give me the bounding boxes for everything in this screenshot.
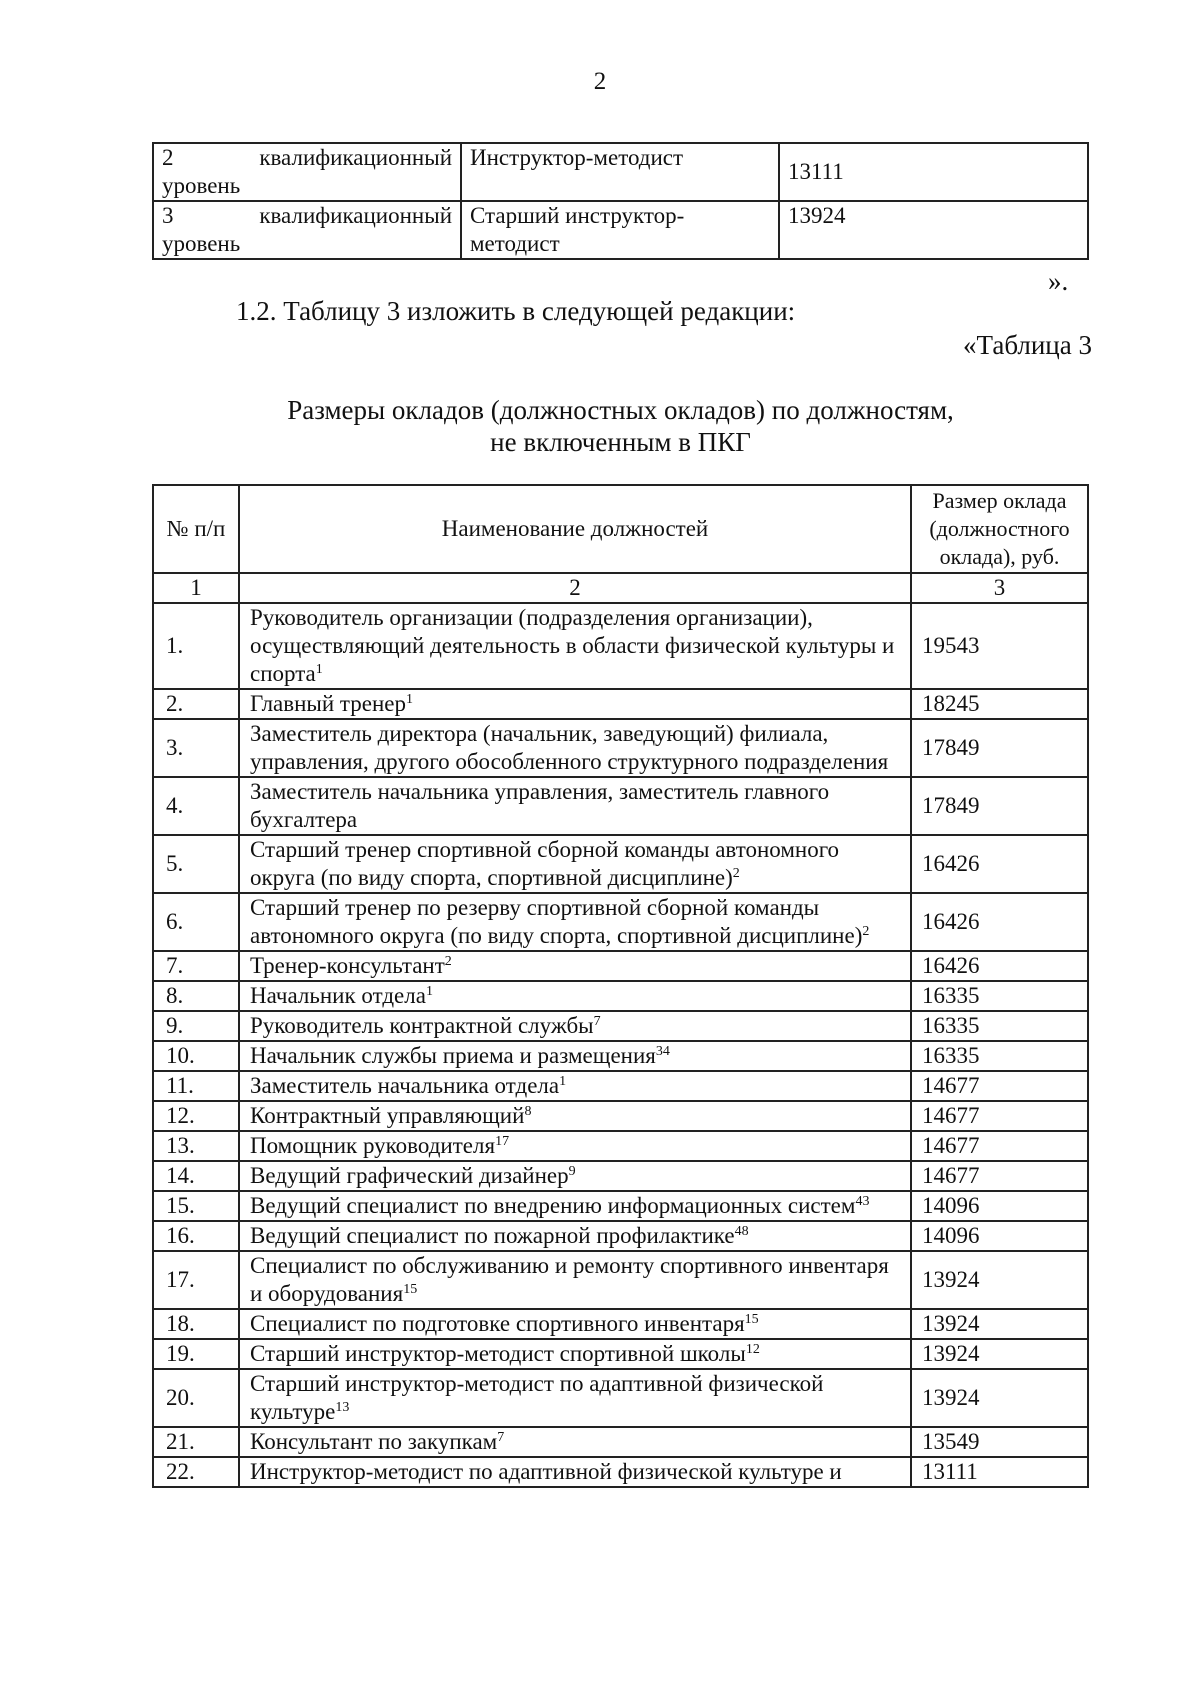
table-row <box>153 1369 1088 1427</box>
salary-value: 14096 <box>911 1221 1088 1251</box>
position-name-text: Старший инструктор-методист по адаптивной физической культуре <box>250 1371 824 1424</box>
table-row <box>153 1457 1088 1487</box>
position-name-text: Старший тренер спортивной сборной команды автономного округа (по виду спорта, спортивной дисциплине) <box>250 837 840 890</box>
table-row <box>153 1309 1088 1339</box>
table-row <box>153 1339 1088 1369</box>
table-row <box>153 1101 1088 1131</box>
position-name <box>239 1457 911 1487</box>
table-label: «Таблица 3 <box>963 330 1092 360</box>
position-name <box>239 1427 911 1457</box>
table-caption <box>152 394 1089 458</box>
row-number: 6. <box>153 893 239 951</box>
footnote-ref: 2 <box>862 924 870 939</box>
footnote-ref: 2 <box>444 954 452 969</box>
row-number: 10. <box>153 1041 239 1071</box>
position-name <box>239 835 911 893</box>
position-name-text: Руководитель контрактной службы <box>250 1013 594 1038</box>
table-row <box>153 689 1088 719</box>
caption-line: Размеры окладов (должностных окладов) по должностям, <box>287 395 954 425</box>
position-name-text: Консультант по закупкам <box>250 1429 498 1454</box>
footnote-ref: 17 <box>495 1134 510 1149</box>
footnote-ref: 1 <box>406 692 413 707</box>
position-name <box>239 1339 911 1369</box>
salary-value: 13924 <box>911 1309 1088 1339</box>
position-name <box>239 777 911 835</box>
salary-value: 16426 <box>911 893 1088 951</box>
salary-cell: 13111 <box>779 143 1088 201</box>
footnote-ref: 48 <box>734 1224 749 1239</box>
salary-value: 13549 <box>911 1427 1088 1457</box>
amendment-paragraph: 1.2. Таблицу 3 изложить в следующей редакции: <box>236 296 796 326</box>
position-name <box>239 1309 911 1339</box>
salary-value: 14677 <box>911 1161 1088 1191</box>
salary-value: 13924 <box>911 1369 1088 1427</box>
row-number: 7. <box>153 951 239 981</box>
row-number: 15. <box>153 1191 239 1221</box>
position-name <box>239 1131 911 1161</box>
row-number: 8. <box>153 981 239 1011</box>
table-row <box>153 893 1088 951</box>
salary-value: 14677 <box>911 1071 1088 1101</box>
row-number: 3. <box>153 719 239 777</box>
position-name-text: Заместитель начальника управления, заместитель главного бухгалтера <box>250 779 830 832</box>
row-number: 16. <box>153 1221 239 1251</box>
row-number: 17. <box>153 1251 239 1309</box>
row-number: 1. <box>153 603 239 689</box>
footnote-ref: 15 <box>744 1312 759 1327</box>
footnote-ref: 34 <box>655 1044 670 1059</box>
position-name <box>239 1071 911 1101</box>
position-name-text: Заместитель начальника отдела <box>250 1073 560 1098</box>
header-name: Наименование должностей <box>239 485 911 573</box>
position-cell: Инструктор-методист <box>461 143 779 201</box>
position-name-text: Инструктор-методист по адаптивной физической культуре и <box>250 1459 842 1484</box>
salary-value: 14677 <box>911 1131 1088 1161</box>
position-name <box>239 1041 911 1071</box>
table-row <box>153 835 1088 893</box>
caption-line: не включенным в ПКГ <box>490 427 751 457</box>
row-number: 5. <box>153 835 239 893</box>
row-number: 13. <box>153 1131 239 1161</box>
row-number: 2. <box>153 689 239 719</box>
position-name-text: Специалист по подготовке спортивного инвентаря <box>250 1311 745 1336</box>
header-num: № п/п <box>153 485 239 573</box>
position-cell: Старший инструктор-методист <box>461 201 779 259</box>
column-number-row <box>153 573 1088 603</box>
row-number: 21. <box>153 1427 239 1457</box>
salary-value: 14096 <box>911 1191 1088 1221</box>
table-row <box>153 1251 1088 1309</box>
table-row <box>153 1011 1088 1041</box>
footnote-ref: 9 <box>568 1164 576 1179</box>
position-name-text: Старший инструктор-методист спортивной школы <box>250 1341 746 1366</box>
salary-value: 18245 <box>911 689 1088 719</box>
row-number: 18. <box>153 1309 239 1339</box>
table-row <box>153 1427 1088 1457</box>
position-name <box>239 1191 911 1221</box>
footnote-ref: 1 <box>425 984 433 999</box>
table-row <box>153 1221 1088 1251</box>
footnote-ref: 13 <box>335 1400 350 1415</box>
footnote-ref: 7 <box>593 1014 601 1029</box>
column-number: 3 <box>911 573 1088 603</box>
row-number: 20. <box>153 1369 239 1427</box>
position-name-text: Специалист по обслуживанию и ремонту спортивного инвентаря и оборудования <box>250 1253 889 1306</box>
position-name-text: Начальник службы приема и размещения <box>250 1043 656 1068</box>
row-number: 9. <box>153 1011 239 1041</box>
position-name-text: Ведущий графический дизайнер <box>250 1163 569 1188</box>
table-row <box>153 1131 1088 1161</box>
position-name-text: Начальник отдела <box>250 983 426 1008</box>
row-number: 14. <box>153 1161 239 1191</box>
salary-value: 17849 <box>911 777 1088 835</box>
row-number: 12. <box>153 1101 239 1131</box>
table-row <box>153 1071 1088 1101</box>
level-unit: уровень <box>162 231 241 256</box>
position-name-text: Главный тренер <box>250 691 406 716</box>
footnote-ref: 43 <box>855 1194 870 1209</box>
position-name <box>239 1011 911 1041</box>
salary-value: 13111 <box>911 1457 1088 1487</box>
header-salary: Размер оклада (должностного оклада), руб. <box>911 485 1088 573</box>
salary-value: 16335 <box>911 1041 1088 1071</box>
salary-value: 16426 <box>911 835 1088 893</box>
table-row <box>153 951 1088 981</box>
level-cell <box>153 201 461 259</box>
position-name <box>239 893 911 951</box>
row-number: 19. <box>153 1339 239 1369</box>
salary-value: 13924 <box>911 1251 1088 1309</box>
footnote-ref: 2 <box>732 866 740 881</box>
position-name-text: Помощник руководителя <box>250 1133 496 1158</box>
table-row <box>153 143 1088 201</box>
row-number: 22. <box>153 1457 239 1487</box>
table-row <box>153 719 1088 777</box>
position-name-text: Руководитель организации (подразделения организации), осуществляющий деятельность в области физической культуры и спорта <box>250 605 895 686</box>
table-row <box>153 981 1088 1011</box>
position-name <box>239 1251 911 1309</box>
closing-quote: ». <box>1048 266 1069 296</box>
level-label: 2 квалификационный <box>162 145 452 170</box>
row-number: 11. <box>153 1071 239 1101</box>
table-row <box>153 1161 1088 1191</box>
salary-value: 17849 <box>911 719 1088 777</box>
position-name-text: Ведущий специалист по пожарной профилактике <box>250 1223 735 1248</box>
table-header-row <box>153 485 1088 573</box>
level-label: 3 квалификационный <box>162 203 452 228</box>
footnote-ref: 12 <box>745 1342 760 1357</box>
salary-value: 19543 <box>911 603 1088 689</box>
position-name-text: Тренер-консультант <box>250 953 445 978</box>
position-name <box>239 1101 911 1131</box>
salary-value: 16335 <box>911 1011 1088 1041</box>
table-row <box>153 603 1088 689</box>
column-number: 1 <box>153 573 239 603</box>
position-name-text: Контрактный управляющий <box>250 1103 525 1128</box>
position-name <box>239 719 911 777</box>
position-name-text: Ведущий специалист по внедрению информационных систем <box>250 1193 856 1218</box>
position-name <box>239 1161 911 1191</box>
table-row <box>153 201 1088 259</box>
position-name <box>239 689 911 719</box>
table-body <box>153 603 1088 1487</box>
row-number: 4. <box>153 777 239 835</box>
position-name-text: Старший тренер по резерву спортивной сборной команды автономного округа (по виду спорта, спортивной дисциплине) <box>250 895 863 948</box>
position-name <box>239 981 911 1011</box>
footnote-ref: 7 <box>497 1430 505 1445</box>
position-name <box>239 1369 911 1427</box>
page-number: 2 <box>593 68 607 95</box>
salary-cell: 13924 <box>779 201 1088 259</box>
level-unit: уровень <box>162 173 241 198</box>
salary-value: 16335 <box>911 981 1088 1011</box>
top-table <box>152 142 1089 260</box>
position-name <box>239 1221 911 1251</box>
footnote-ref: 1 <box>315 662 323 677</box>
position-name-text: Заместитель директора (начальник, заведующий) филиала, управления, другого обособленного структурного подразделения <box>250 721 889 774</box>
position-name <box>239 603 911 689</box>
table-row <box>153 777 1088 835</box>
level-cell <box>153 143 461 201</box>
footnote-ref: 8 <box>524 1104 532 1119</box>
footnote-ref: 1 <box>559 1074 567 1089</box>
footnote-ref: 15 <box>403 1282 418 1297</box>
salary-value: 14677 <box>911 1101 1088 1131</box>
salary-value: 16426 <box>911 951 1088 981</box>
salary-table <box>152 484 1089 1488</box>
table-row <box>153 1191 1088 1221</box>
salary-value: 13924 <box>911 1339 1088 1369</box>
column-number: 2 <box>239 573 911 603</box>
position-name <box>239 951 911 981</box>
table-row <box>153 1041 1088 1071</box>
